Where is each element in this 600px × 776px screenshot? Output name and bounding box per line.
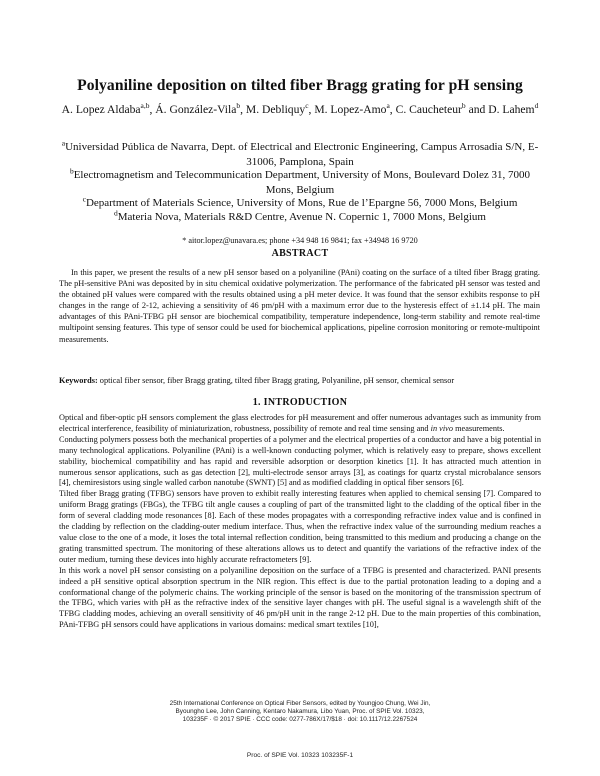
page-number: Proc. of SPIE Vol. 10323 103235F-1 xyxy=(246,752,354,759)
author-affil-mark: a xyxy=(386,101,390,111)
author-affil-mark: d xyxy=(534,101,539,111)
affiliation-c xyxy=(58,196,542,211)
author-affil-mark: c xyxy=(305,101,309,111)
author-name: Á. González-Vila xyxy=(155,103,237,116)
footer-line: Byoungho Lee, John Canning, Kentaro Nakamura, Libo Yuan, Proc. of SPIE Vol. 10323, xyxy=(175,708,425,716)
affiliation-text: Materia Nova, Materials R&D Centre, Avenue N. Copernic 1, 7000 Mons, Belgium xyxy=(117,211,486,223)
affiliation-mark: d xyxy=(114,208,118,218)
contact-info: * aitor.lopez@unavara.es; phone +34 948 16 9841; fax +34948 16 9720 xyxy=(182,236,418,245)
author-name: D. Lahem xyxy=(488,103,535,116)
footer-line: 25th International Conference on Optical Fiber Sensors, edited by Youngjoo Chung, Wei Jin, xyxy=(169,700,431,707)
paragraph: In this work a novel pH sensor consisting on a polyaniline deposition on the surface of a TFBG is presented and characterized. PANI presents indeed a pH sensitive optical absorption spectrum in the NIR region. This effect is due to the partial protonation leading to a doping and a conformational change of the polymeric chains. The working principle of the sensor is based on the monitoring of the transmission spectrum of the TFBG, which varies with pH as the refractive index of the sensitive layer changes with pH. The useful signal is a wavelength shift of the TFBG cladding modes, achieving an overall sensitivity of 46 pm/pH unit in the range 2-12 pH. Due to the main properties of this combination, PAni-TFBG pH sensors could have applications in various domains: medical smart textiles [10], xyxy=(59,565,541,630)
keywords-label: Keywords: xyxy=(59,376,98,385)
affiliation-text: Universidad Pública de Navarra, Dept. of Electrical and Electronic Engineering, Campus Arrosadia S/N, E-31006, Pamplona, Spain xyxy=(65,141,539,168)
affiliation-b xyxy=(58,168,542,197)
author-name: M. Lopez-Amo xyxy=(314,103,387,116)
paper-title: Polyaniline deposition on tilted fiber Bragg grating for pH sensing xyxy=(77,77,523,94)
italic-term: in vivo xyxy=(430,423,453,433)
paragraph: Conducting polymers possess both the mechanical properties of a polymer and the electrical properties of a conductor and have a big potential in many technological applications. Polyaniline (PAni) is a well-known conducting polymer, which is relatively easy to prepare, shows excellent stability, biochemical compatibility and has rapid and reversible adsorption or desorption kinetics [1]. It has attracted much attention in numerous sensor applications, such as gas detection [2], multi-electrode sensor arrays [3], as coatings for quartz crystal microbalance sensors [4], chemiresistors using single walled carbon nanotube (SWNT) [5] and as modified cladding in optical fiber sensors [6]. xyxy=(59,434,541,488)
paragraph: Tilted fiber Bragg grating (TFBG) sensors have proven to exhibit really interesting features when applied to chemical sensing [7]. Compared to uniform Bragg gratings (FBGs), the TFBG tilt angle causes a coupling of part of the transmitted light to the cladding of the optical fiber in the form of several cladding mode resonances [8]. Each of these modes propagates with a corresponding refractive index value and is confined in the cladding by reflection on the cladding-outer medium interface. Thus, when the refractive index value of the surrounding medium reaches a value close to the one of a mode, it loses the total internal reflection condition, being transmitted to this medium and producing a change on the grating transmitted spectrum. The monitoring of these alterations allows us to detect and quantify the variations of the refractive index of the outer medium, turning these devices into highly accurate refractometers [9]. xyxy=(59,489,541,564)
author-affil-mark: b xyxy=(236,101,241,111)
author-name: M. Debliquy xyxy=(245,103,306,116)
affiliation-d xyxy=(58,210,542,225)
abstract-heading: ABSTRACT xyxy=(271,248,329,259)
affiliation-mark: b xyxy=(69,166,74,176)
publication-footer xyxy=(120,700,480,725)
affiliation-a xyxy=(58,140,542,169)
author-list: A. Lopez Aldaba$^{a,b}$, Á. González-Vila$^b$, M. Debliquy$^c$, M. Lopez-Amo$^a$, C. Caucheteur$^b$ and D. Lahem$^d$ xyxy=(61,101,539,116)
keywords-text: optical fiber sensor, fiber Bragg grating, tilted fiber Bragg grating, Polyaniline, pH sensor, chemical sensor xyxy=(99,376,455,385)
author-name: A. Lopez Aldaba xyxy=(61,103,141,116)
author-name: C. Caucheteur xyxy=(395,103,462,116)
author-affil-mark: b xyxy=(461,101,466,111)
affiliation-text: Electromagnetism and Telecommunication Department, University of Mons, Boulevard Dolez 31, 7000 Mons, Belgium xyxy=(73,169,531,196)
paragraph: Optical and fiber-optic pH sensors complement the glass electrodes for pH measurement and offer numerous advantages such as immunity from electrical interference, feasibility of miniaturization, robustness, possibility of remote and real time sensing and in vivo measurements. xyxy=(59,413,541,433)
author-affil-mark: a,b xyxy=(140,101,150,111)
affiliation-mark: a xyxy=(61,138,66,148)
abstract-text: In this paper, we present the results of a new pH sensor based on a polyaniline (PAni) coating on the surface of a tilted fiber Bragg grating. The pH-sensitive PAni was deposited by in situ chemical oxidative polymerization. The performance of the fabricated pH sensor was tested and the obtained pH values were compared with the results obtained using a pH meter device. It was found that the sensor exhibits response to pH changes in the range of 2-12, achieving a sensitivity of 46 pm/pH with a maximum error due to the hysteresis effect of ±1.14 pH. The main advantages of this PAni-TFBG pH sensor are biochemical compatibility, temperature independence, long-term stability and remote real-time multipoint sensing features. This type of sensor could be used for biochemical applications, pipeline corrosion monitoring or remote-multipoint measurements. xyxy=(59,268,540,344)
section-heading-introduction: 1. INTRODUCTION xyxy=(252,397,348,408)
affiliation-mark: c xyxy=(82,194,86,204)
affiliation-text: Department of Materials Science, University of Mons, Rue de l’Epargne 56, 7000 Mons, Belgium xyxy=(85,197,518,209)
footer-line: 103235F · © 2017 SPIE · CCC code: 0277-786X/17/$18 · doi: 10.1117/12.2267524 xyxy=(182,716,418,724)
keywords xyxy=(59,375,540,386)
introduction-body xyxy=(59,413,541,631)
